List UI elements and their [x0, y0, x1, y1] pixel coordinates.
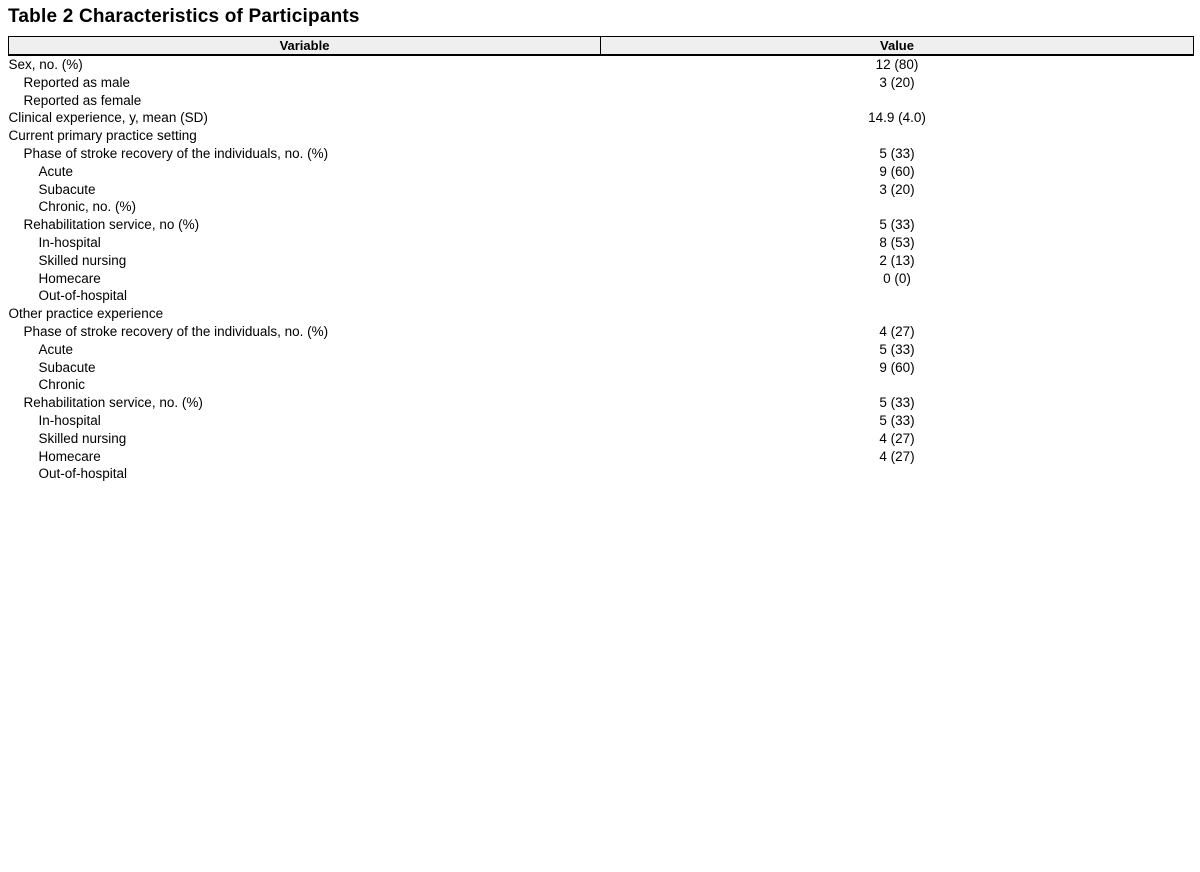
table-row: [9, 181, 1194, 199]
table-row: [9, 145, 1194, 163]
table-row: [9, 127, 1194, 145]
table-row: [9, 198, 1194, 216]
table-row: [9, 430, 1194, 448]
table-body: [9, 55, 1194, 483]
row-value: [601, 92, 1194, 110]
row-label: Homecare: [38, 448, 101, 464]
row-label: Chronic, no. (%): [38, 199, 137, 215]
row-value: 4 (27): [879, 448, 915, 464]
row-label: Phase of stroke recovery of the individuals, no. (%): [23, 323, 329, 339]
table-row: [9, 287, 1194, 305]
table-row: [9, 305, 1194, 323]
row-value: [601, 198, 1194, 216]
table-row: [9, 92, 1194, 110]
row-value: 9 (60): [879, 163, 915, 179]
characteristics-table: [8, 36, 1194, 483]
table-row: [9, 323, 1194, 341]
row-value: 5 (33): [879, 145, 915, 161]
table-row: [9, 216, 1194, 234]
column-header-value: Value: [601, 37, 1194, 56]
row-label: Sex, no. (%): [8, 57, 83, 72]
row-value: 8 (53): [879, 234, 915, 250]
table-row: [9, 234, 1194, 252]
row-value: 0 (0): [883, 270, 911, 286]
row-value: [601, 127, 1194, 145]
table-row: [9, 376, 1194, 394]
row-label: In-hospital: [38, 412, 101, 428]
table-row: [9, 412, 1194, 430]
row-label: Clinical experience, y, mean (SD): [8, 110, 208, 126]
row-value: 5 (33): [879, 412, 915, 428]
table-row: [9, 74, 1194, 92]
row-label: In-hospital: [38, 234, 101, 250]
column-header-variable: Variable: [9, 37, 601, 56]
row-label: Current primary practice setting: [8, 128, 197, 144]
row-label: Skilled nursing: [38, 430, 127, 446]
row-value: [601, 305, 1194, 323]
row-value: 5 (33): [879, 341, 915, 357]
row-label: Out-of-hospital: [38, 288, 128, 304]
table-row: [9, 252, 1194, 270]
row-label: Reported as female: [23, 92, 142, 108]
row-label: Subacute: [38, 359, 96, 375]
table-row: [9, 109, 1194, 127]
row-value: 5 (33): [879, 217, 915, 233]
row-value: 2 (13): [879, 252, 915, 268]
row-value: 3 (20): [879, 181, 915, 197]
row-label: Other practice experience: [8, 306, 164, 322]
row-label: Chronic: [38, 377, 86, 393]
table-row: [9, 55, 1194, 74]
row-value: [601, 465, 1194, 483]
table-row: [9, 270, 1194, 288]
table-title: Table 2 Characteristics of Participants: [8, 6, 360, 27]
row-value: 9 (60): [879, 359, 915, 375]
row-value: 12 (80): [875, 57, 919, 72]
row-label: Rehabilitation service, no. (%): [23, 395, 203, 411]
row-value: [601, 287, 1194, 305]
table-row: [9, 394, 1194, 412]
row-value: 5 (33): [879, 395, 915, 411]
table-row: [9, 359, 1194, 377]
table-header: [9, 37, 1194, 56]
row-label: Subacute: [38, 181, 96, 197]
row-label: Phase of stroke recovery of the individuals, no. (%): [23, 145, 329, 161]
row-label: Homecare: [38, 270, 101, 286]
header-row: [9, 37, 1194, 56]
row-value: [601, 376, 1194, 394]
table-row: [9, 465, 1194, 483]
table-row: [9, 163, 1194, 181]
row-label: Rehabilitation service, no (%): [23, 217, 200, 233]
table-row: [9, 448, 1194, 466]
row-label: Skilled nursing: [38, 252, 127, 268]
row-label: Out-of-hospital: [38, 466, 128, 482]
row-label: Acute: [38, 163, 74, 179]
row-value: 14.9 (4.0): [868, 110, 926, 126]
row-value: 4 (27): [879, 430, 915, 446]
table-row: [9, 341, 1194, 359]
row-value: 3 (20): [879, 74, 915, 90]
row-value: 4 (27): [879, 323, 915, 339]
row-label: Acute: [38, 341, 74, 357]
row-label: Reported as male: [23, 74, 131, 90]
